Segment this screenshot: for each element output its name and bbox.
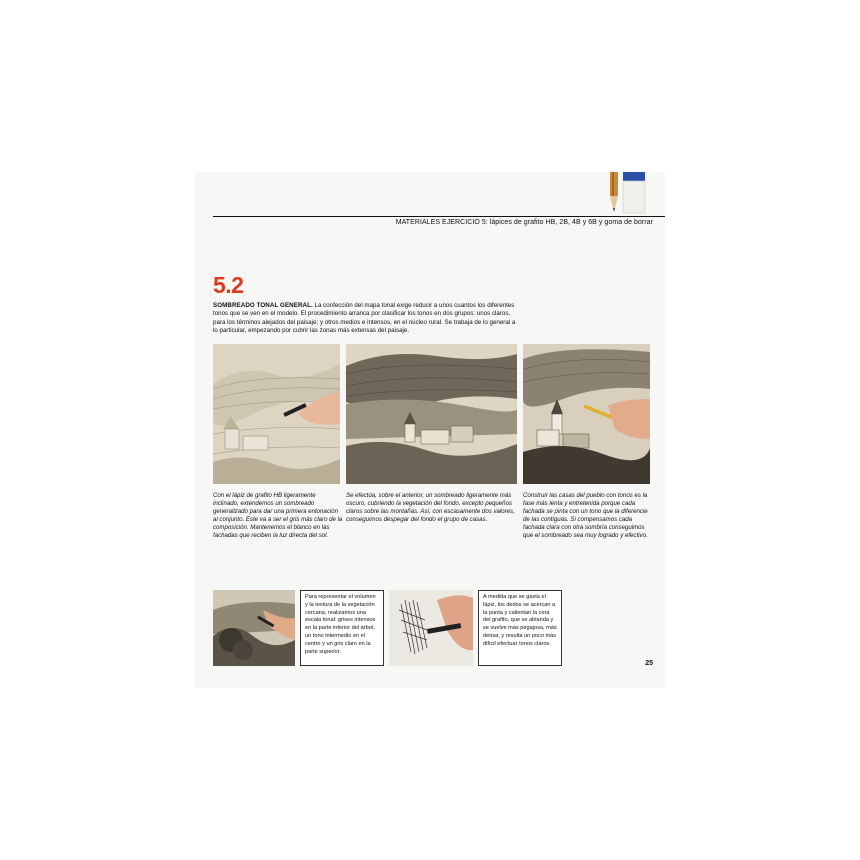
materials-header: MATERIALES EJERCICIO 5: lápices de grafito HB, 2B, 4B y 6B y goma de borrar [395,219,653,226]
caption-step-1: Con el lápiz de grafito HB ligeramente inclinado, extendemos un sombreado generalizado para dar una primera entonación al conjunto. Este va a ser el gris más claro de la composición. Mantenemos el blanco en las fachadas que reciben la luz directa del sol. [213,492,343,539]
step-photo-2 [346,344,517,484]
grip-detail-photo [389,590,473,666]
section-number: 5.2 [213,272,244,298]
header-rule [213,216,665,217]
tip-box-pencil-wear: A medida que se gasta el lápiz, los dedos se acercan a la punta y calientan la cera del grafito, que se ablanda y se vuelve más pegajosa, más densa, y resulta un poco más difícil efectuar tonos claros. [478,590,562,666]
step-photo-3 [523,344,650,484]
caption-step-3: Construir las casas del pueblo con tonos es la fase más lenta y entretenida porque cada fachada se pinta con un tono que la diferencie de las contiguas. Si compensamos cada fachada clara con otra sombría conseguimos que el sombreado sea muy logrado y efectivo. [523,492,648,539]
pencil-eraser-illustration [605,172,665,216]
caption-step-2: Se efectúa, sobre el anterior, un sombreado ligeramente más oscuro, cubriendo la vegetación del fondo, excepto pequeños claros sobre las montañas. Así, con escasamente dos valores, conseguimos despegar del fondo el grupo de casas. [346,492,515,523]
step-photo-1 [213,344,340,484]
book-page [195,172,665,688]
intro-paragraph [213,302,521,336]
tree-detail-photo [213,590,295,666]
intro-title: SOMBREADO TONAL GENERAL. [213,302,313,309]
intro-body: La confección del mapa tonal exige reducir a unos cuantos los diferentes tonos que se ven en el modelo. El procedimiento arranca por clasificar los tonos en dos grupos: unos claros, para los términos alejados del paisaje; y otros medios e intensos, en el núcleo rural. Se trabaja de lo general a lo particular, empezando por cubrir las zonas más extensas del paisaje. [213,302,516,335]
page-number: 25 [645,660,653,667]
tip-box-vegetation: Para representar el volumen y la textura de la vegetación cercana, realizamos una escala tonal: grises intensos en la parte inferior del árbol, un tono intermedio en el centro y un gris claro en la parte superior. [300,590,384,666]
